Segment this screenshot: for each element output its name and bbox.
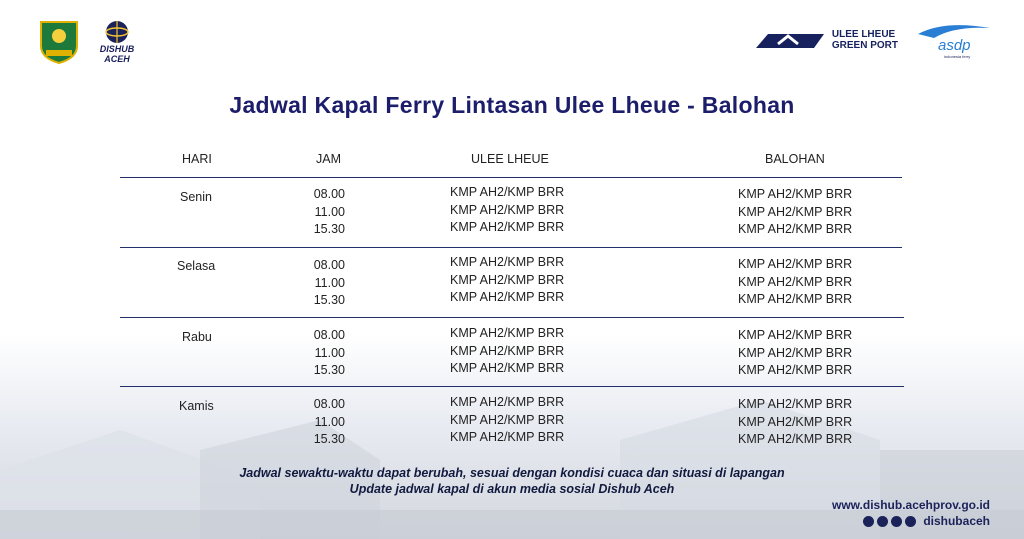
table-divider bbox=[120, 177, 902, 178]
times-senin bbox=[300, 186, 345, 239]
ship-cell: KMP AH2/KMP BRR bbox=[738, 187, 853, 201]
ship-cell: KMP AH2/KMP BRR bbox=[450, 272, 565, 287]
asdp-logo bbox=[914, 20, 994, 60]
dishub-logo bbox=[94, 20, 140, 64]
ship-cell: KMP AH2/KMP BRR bbox=[450, 395, 565, 409]
ship-cell: KMP AH2/KMP BRR bbox=[450, 412, 565, 427]
ship-cell: KMP AH2/KMP BRR bbox=[738, 432, 853, 446]
port-logo-line2: GREEN PORT bbox=[831, 40, 898, 51]
time-cell: 15.30 bbox=[313, 363, 345, 377]
column-header-hari: HARI bbox=[182, 152, 212, 166]
ship-cell: KMP AH2/KMP BRR bbox=[450, 220, 565, 234]
balohan-senin bbox=[738, 186, 852, 239]
times-kamis bbox=[300, 396, 345, 449]
dishub-logo-text: DISHUB ACEH bbox=[99, 44, 135, 64]
day-label-kamis: Kamis bbox=[179, 399, 214, 413]
ship-cell: KMP AH2/KMP BRR bbox=[738, 328, 853, 342]
day-label-rabu: Rabu bbox=[182, 330, 212, 344]
page-title: Jadwal Kapal Ferry Lintasan Ulee Lheue - Balohan bbox=[229, 92, 795, 118]
time-cell: 15.30 bbox=[313, 293, 345, 307]
notice-line-1: Jadwal sewaktu-waktu dapat berubah, sesuai dengan kondisi cuaca dan situasi di lapangan bbox=[239, 466, 785, 480]
ulee-lheue-selasa bbox=[450, 254, 564, 307]
day-label-selasa: Selasa bbox=[177, 259, 216, 273]
asdp-wave-icon bbox=[914, 20, 994, 60]
facebook-icon bbox=[891, 516, 902, 527]
ship-cell: KMP AH2/KMP BRR bbox=[450, 290, 565, 304]
youtube-icon bbox=[905, 516, 916, 527]
website-link[interactable]: www.dishub.acehprov.go.id bbox=[831, 498, 990, 512]
table-divider bbox=[120, 247, 902, 248]
time-cell: 08.00 bbox=[313, 397, 345, 411]
column-header-jam: JAM bbox=[316, 152, 341, 166]
ship-cell: KMP AH2/KMP BRR bbox=[450, 185, 565, 199]
time-cell: 08.00 bbox=[313, 258, 345, 272]
ship-cell: KMP AH2/KMP BRR bbox=[450, 255, 565, 269]
dishub-globe-icon bbox=[104, 20, 130, 44]
ship-cell: KMP AH2/KMP BRR bbox=[738, 363, 853, 377]
aceh-emblem-icon bbox=[38, 20, 80, 64]
ulee-lheue-senin bbox=[450, 184, 564, 237]
balohan-rabu bbox=[738, 327, 852, 380]
ship-cell: KMP AH2/KMP BRR bbox=[450, 361, 565, 375]
column-header-balohan: BALOHAN bbox=[765, 152, 825, 166]
ulee-lheue-port-logo bbox=[754, 29, 898, 51]
ship-cell: KMP AH2/KMP BRR bbox=[450, 343, 565, 358]
ship-cell: KMP AH2/KMP BRR bbox=[738, 204, 853, 219]
port-logo-line1: ULEE LHEUE bbox=[831, 29, 896, 40]
ulee-lheue-rabu bbox=[450, 325, 564, 378]
twitter-icon bbox=[877, 516, 888, 527]
ship-cell: KMP AH2/KMP BRR bbox=[450, 202, 565, 217]
times-selasa bbox=[300, 257, 345, 310]
time-cell: 15.30 bbox=[313, 222, 345, 236]
ship-cell: KMP AH2/KMP BRR bbox=[450, 326, 565, 340]
time-cell: 08.00 bbox=[313, 187, 345, 201]
time-cell: 08.00 bbox=[313, 328, 345, 342]
ship-cell: KMP AH2/KMP BRR bbox=[738, 414, 853, 429]
time-cell: 11.00 bbox=[314, 414, 345, 429]
time-cell: 11.00 bbox=[314, 345, 345, 360]
ship-cell: KMP AH2/KMP BRR bbox=[738, 345, 853, 360]
balohan-kamis bbox=[738, 396, 852, 449]
schedule-notice bbox=[0, 465, 1024, 497]
notice-line-2: Update jadwal kapal di akun media sosial Dishub Aceh bbox=[349, 482, 675, 496]
social-handle-text: dishubaceh bbox=[923, 514, 990, 528]
day-label-senin: Senin bbox=[180, 190, 212, 204]
ship-cell: KMP AH2/KMP BRR bbox=[738, 292, 853, 306]
table-divider bbox=[120, 317, 904, 318]
balohan-selasa bbox=[738, 256, 852, 309]
ship-cell: KMP AH2/KMP BRR bbox=[738, 257, 853, 271]
time-cell: 11.00 bbox=[314, 275, 345, 290]
time-cell: 15.30 bbox=[313, 432, 345, 446]
ship-cell: KMP AH2/KMP BRR bbox=[450, 430, 565, 444]
ulee-lheue-kamis bbox=[450, 394, 564, 447]
table-divider bbox=[120, 386, 904, 387]
asdp-logo-subtext: indonesia ferry bbox=[944, 54, 971, 59]
times-rabu bbox=[300, 327, 345, 380]
ship-cell: KMP AH2/KMP BRR bbox=[738, 222, 853, 236]
column-header-ulee-lheue: ULEE LHEUE bbox=[471, 152, 549, 166]
ship-cell: KMP AH2/KMP BRR bbox=[738, 274, 853, 289]
instagram-icon bbox=[863, 516, 874, 527]
ship-cell: KMP AH2/KMP BRR bbox=[738, 397, 853, 411]
asdp-logo-text: asdp bbox=[938, 37, 971, 54]
time-cell: 11.00 bbox=[314, 204, 345, 219]
port-ship-icon bbox=[754, 30, 826, 50]
social-media-handle[interactable] bbox=[863, 514, 990, 528]
